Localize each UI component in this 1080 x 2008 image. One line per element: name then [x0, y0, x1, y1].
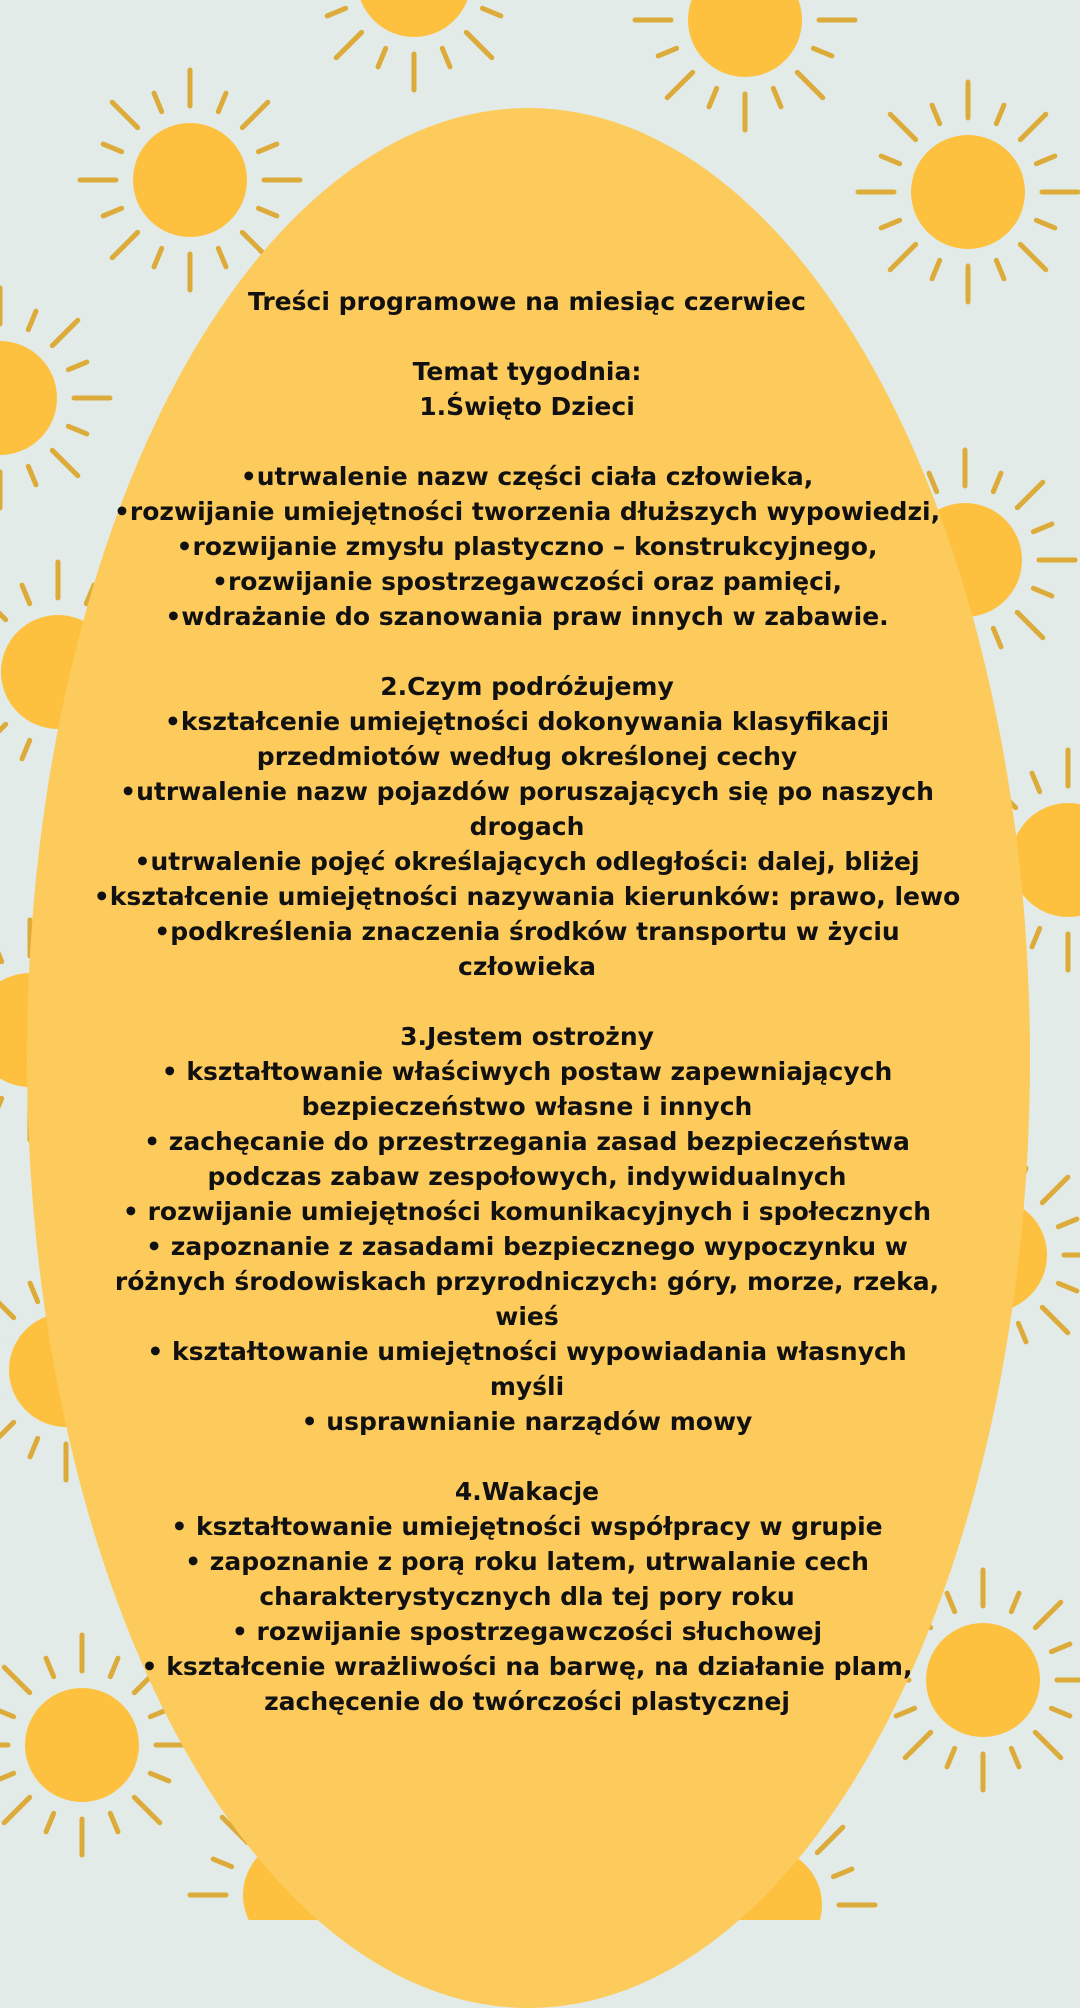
week-1-line: •rozwijanie zmysłu plastyczno – konstrukcyjnego, [176, 532, 878, 561]
week-3-line: różnych środowiskach przyrodniczych: góry, morze, rzeka, [114, 1267, 940, 1296]
week-3-line: • zachęcanie do przestrzegania zasad bezpieczeństwa [144, 1127, 910, 1156]
week-3-line: bezpieczeństwo własne i innych [301, 1092, 753, 1121]
week-3-line: podczas zabaw zespołowych, indywidualnych [207, 1162, 847, 1191]
week-1-line: •utrwalenie nazw części ciała człowieka, [240, 462, 814, 491]
week-2-line: przedmiotów według określonej cechy [256, 742, 798, 771]
week-4-line: • zapoznanie z porą roku latem, utrwalanie cech [185, 1547, 869, 1576]
week-1-line: •wdrażanie do szanowania praw innych w zabawie. [165, 602, 889, 631]
program-content [60, 284, 994, 1719]
week-2-line: •utrwalenie nazw pojazdów poruszających się po naszych [120, 777, 934, 806]
week-1-line: •rozwijanie umiejętności tworzenia dłuższych wypowiedzi, [113, 497, 941, 526]
document-title: Treści programowe na miesiąc czerwiec [248, 287, 806, 316]
week-2-line: •utrwalenie pojęć określających odległości: dalej, bliżej [134, 847, 920, 876]
week-3-line: • zapoznanie z zasadami bezpiecznego wypoczynku w [146, 1232, 908, 1261]
week-topic-label: Temat tygodnia: [412, 357, 642, 386]
week-2-line: •kształcenie umiejętności dokonywania klasyfikacji [164, 707, 890, 736]
sun-icon [858, 82, 1078, 302]
week-1-line: •rozwijanie spostrzegawczości oraz pamięci, [211, 567, 843, 596]
week-1-heading: 1.Święto Dzieci [419, 392, 635, 421]
week-3-line: myśli [489, 1372, 565, 1401]
week-3-heading: 3.Jestem ostrożny [400, 1022, 654, 1051]
week-2-heading: 2.Czym podróżujemy [380, 672, 674, 701]
week-4-line: • kształcenie wrażliwości na barwę, na działanie plam, [141, 1652, 913, 1681]
week-3-line: • usprawnianie narządów mowy [301, 1407, 753, 1436]
week-3-line: • rozwijanie umiejętności komunikacyjnych i społecznych [122, 1197, 932, 1226]
week-2-line: •podkreślenia znaczenia środków transportu w życiu [154, 917, 900, 946]
week-4-heading: 4.Wakacje [454, 1477, 600, 1506]
week-3-line: • kształtowanie właściwych postaw zapewniających [161, 1057, 893, 1086]
sun-icon [304, 0, 524, 90]
week-4-line: charakterystycznych dla tej pory roku [259, 1582, 795, 1611]
week-2-line: drogach [469, 812, 585, 841]
week-2-line: człowieka [458, 952, 596, 981]
week-4-line: • rozwijanie spostrzegawczości słuchowej [231, 1617, 823, 1646]
week-2-line: •kształcenie umiejętności nazywania kierunków: prawo, lewo [93, 882, 961, 911]
week-3-line: • kształtowanie umiejętności wypowiadania własnych [147, 1337, 907, 1366]
sun-icon [635, 0, 855, 130]
week-3-line: wieś [495, 1302, 559, 1331]
week-4-line: • kształtowanie umiejętności współpracy w grupie [171, 1512, 883, 1541]
week-4-line: zachęcenie do twórczości plastycznej [264, 1687, 790, 1716]
